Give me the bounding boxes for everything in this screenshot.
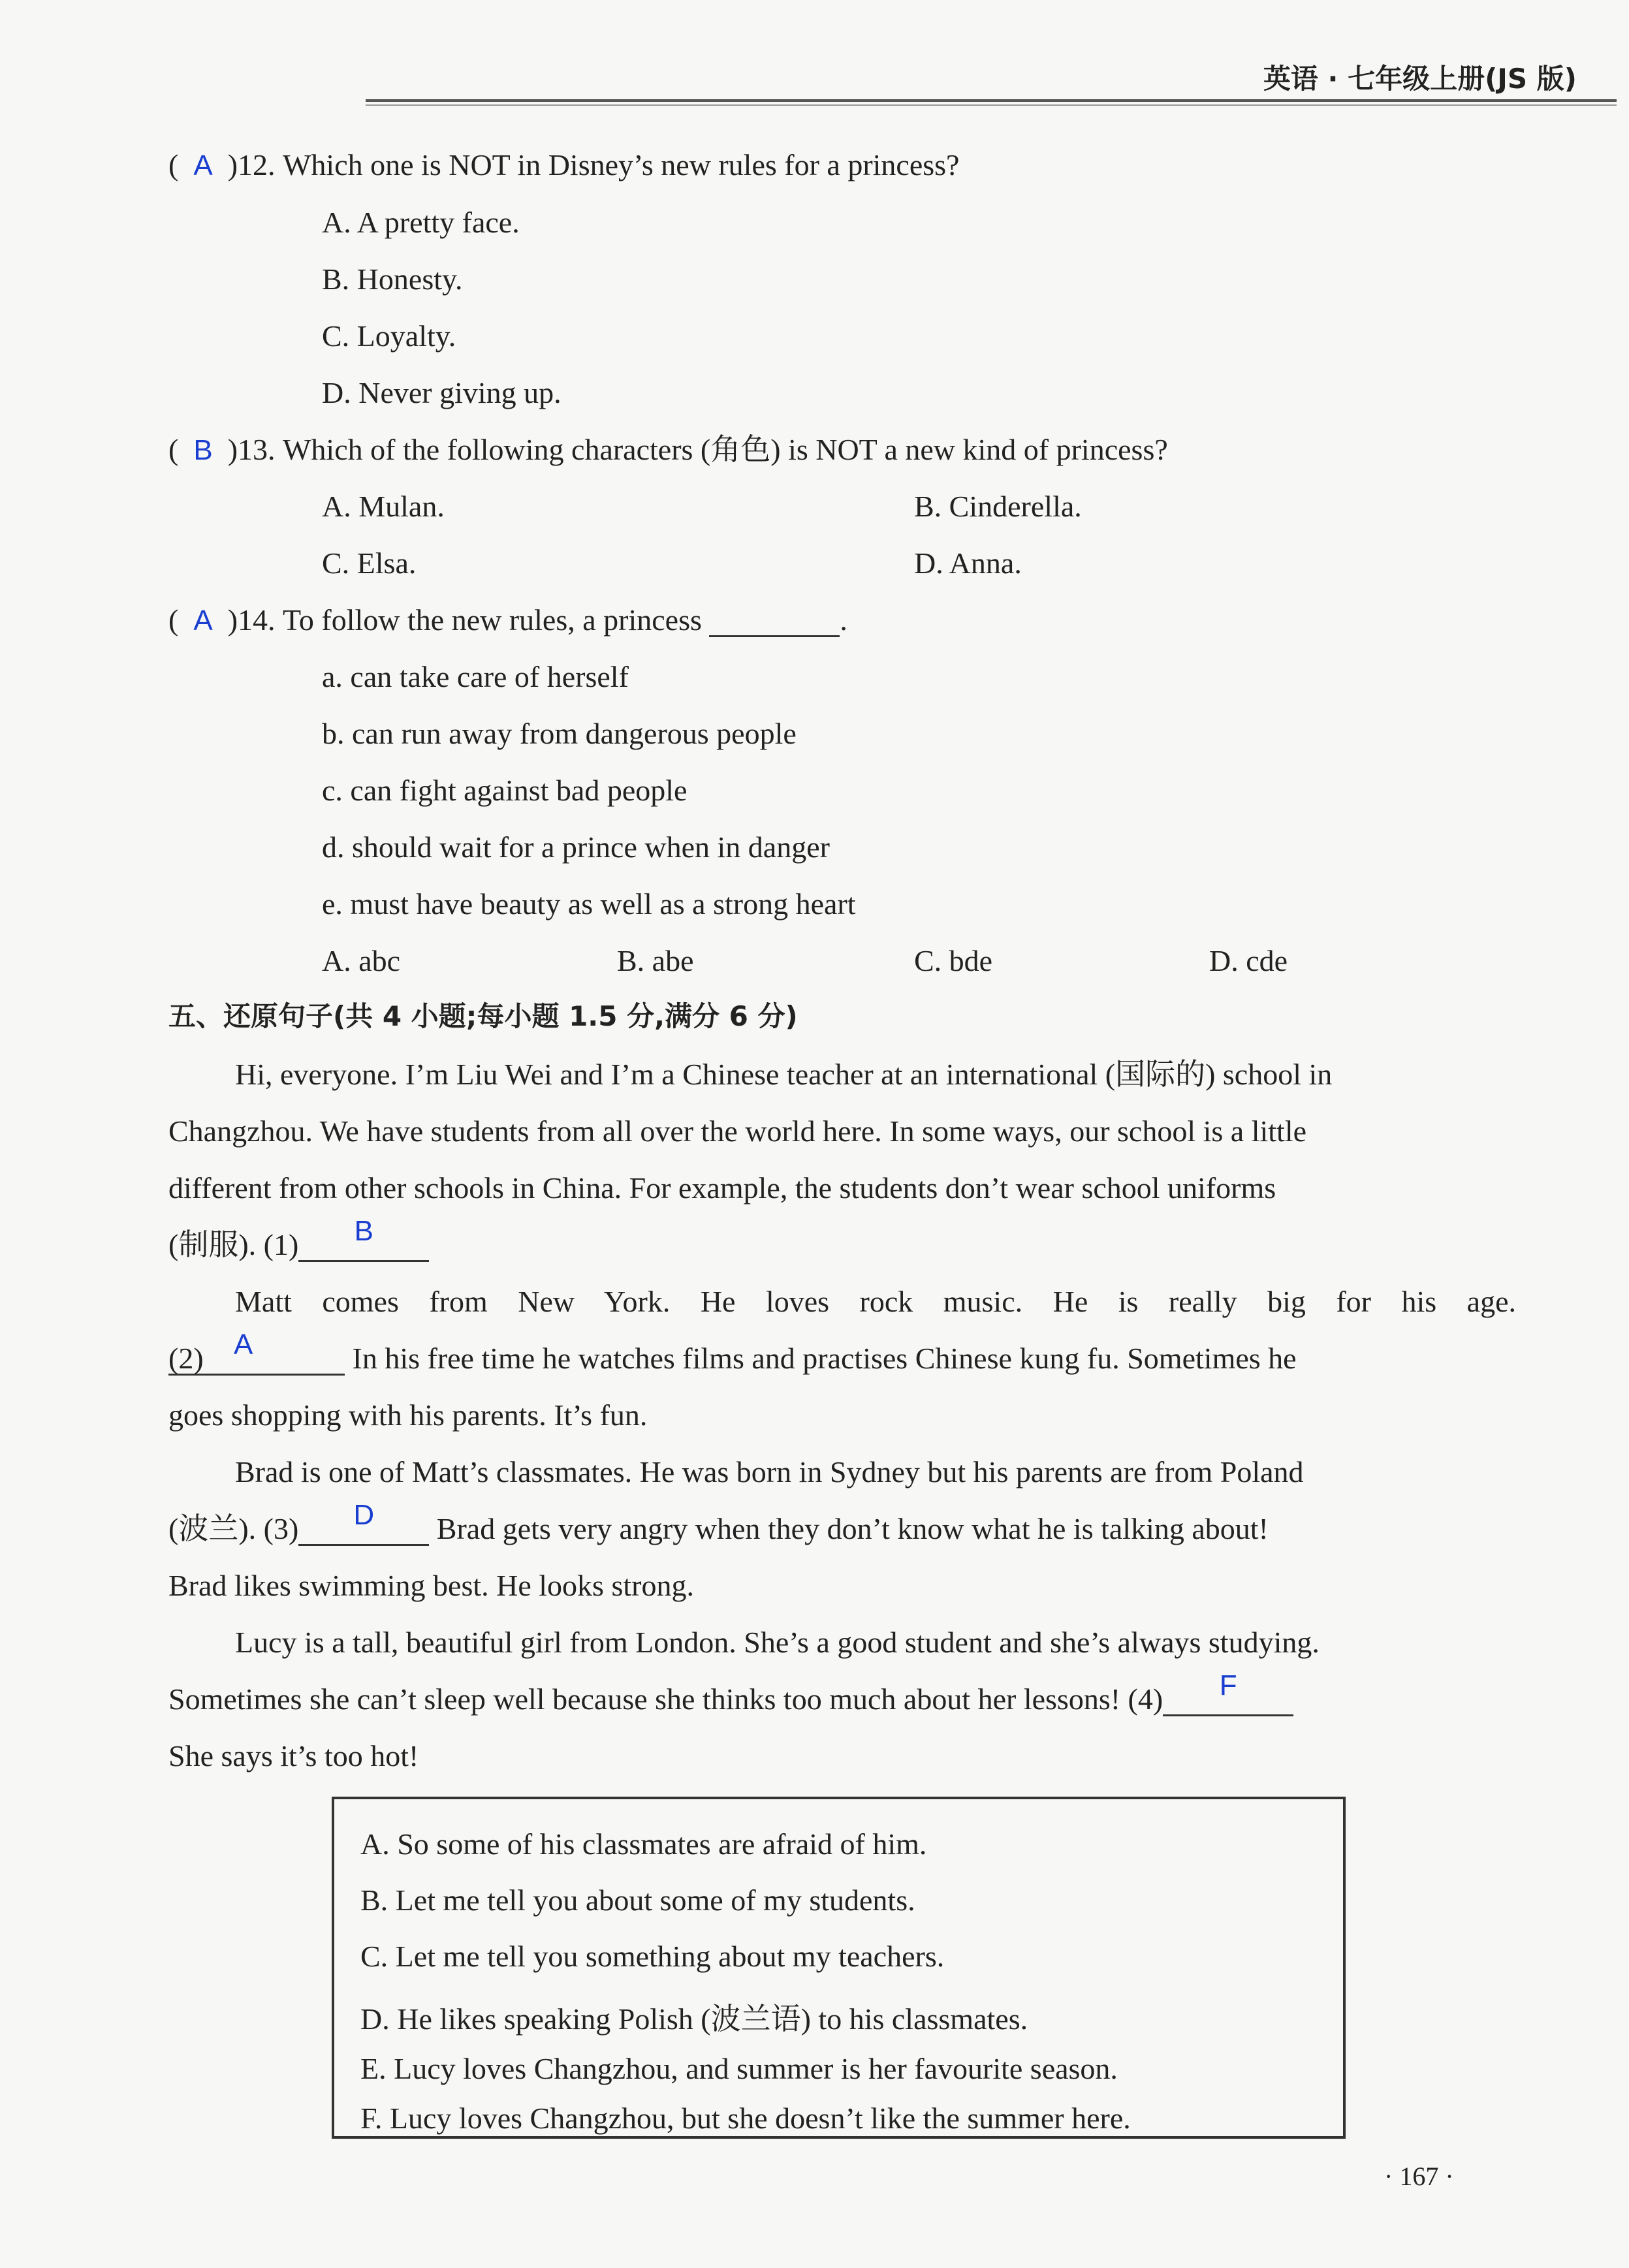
p1-line3: different from other schools in China. For example, the students don’t wear school uniforms — [168, 1171, 1276, 1205]
section-5-title: 五、还原句子(共 4 小题;每小题 1.5 分,满分 6 分) — [168, 1000, 798, 1032]
answer-14: A — [193, 605, 213, 637]
header-rule-thin — [366, 104, 1617, 106]
option-12-b: B. Honesty. — [322, 262, 463, 296]
option-14-a: A. abc — [322, 944, 401, 977]
option-12-d: D. Never giving up. — [322, 376, 561, 409]
option-13-b: B. Cinderella. — [914, 490, 1082, 523]
item-14-d: d. should wait for a prince when in danger — [322, 830, 830, 864]
choice-d: D. He likes speaking Polish (波兰语) to his classmates. — [360, 2002, 1028, 2036]
answer-2: A — [234, 1329, 253, 1361]
option-14-b: B. abe — [617, 944, 694, 977]
item-14-b: b. can run away from dangerous people — [322, 717, 797, 750]
choice-f: F. Lucy loves Changzhou, but she doesn’t like the summer here. — [360, 2102, 1131, 2135]
p3-line1: Brad is one of Matt’s classmates. He was born in Sydney but his parents are from Poland — [235, 1455, 1304, 1488]
answer-4: F — [1219, 1669, 1237, 1701]
option-13-a: A. Mulan. — [322, 490, 445, 523]
question-12-stem: ( A )12. Which one is NOT in Disney’s new rules for a princess? — [168, 148, 960, 181]
choice-e: E. Lucy loves Changzhou, and summer is her favourite season. — [360, 2052, 1118, 2085]
item-14-e: e. must have beauty as well as a strong heart — [322, 887, 856, 921]
choice-c: C. Let me tell you something about my teachers. — [360, 1940, 945, 1973]
option-13-c: C. Elsa. — [322, 546, 417, 580]
question-14-stem: ( A )14. To follow the new rules, a princess . — [168, 603, 847, 637]
p4-line3: She says it’s too hot! — [168, 1739, 419, 1772]
blank-3 — [298, 1499, 429, 1546]
answer-12: A — [193, 150, 213, 181]
p3-line2: (波兰). (3) D Brad gets very angry when they don’t know what he is talking about! — [168, 1499, 1269, 1545]
question-13-stem: ( B )13. Which of the following characters (角色) is NOT a new kind of princess? — [168, 433, 1168, 466]
option-12-c: C. Loyalty. — [322, 319, 456, 353]
page-number: · 167 · — [1384, 2162, 1454, 2191]
p4-line1: Lucy is a tall, beautiful girl from London. She’s a good student and she’s always studying. — [235, 1626, 1320, 1659]
p3-line3: Brad likes swimming best. He looks strong. — [168, 1569, 694, 1602]
p4-line2: Sometimes she can’t sleep well because she thinks too much about her lessons! (4) F — [168, 1684, 1293, 1716]
choice-a: A. So some of his classmates are afraid of him. — [360, 1827, 927, 1861]
p2-line1: Matt comes from New York. He loves rock music. He is really big for his age. — [235, 1285, 1516, 1318]
choice-b: B. Let me tell you about some of my students. — [360, 1883, 915, 1917]
option-13-d: D. Anna. — [914, 546, 1022, 580]
option-14-c: C. bde — [914, 944, 993, 977]
blank-14 — [709, 605, 840, 637]
p1-line4: (制服). (1) B — [168, 1230, 429, 1262]
page-header-title: 英语 · 七年级上册(JS 版) — [1263, 63, 1577, 95]
p1-line1: Hi, everyone. I’m Liu Wei and I’m a Chinese teacher at an international (国际的) school in — [235, 1058, 1333, 1091]
item-14-a: a. can take care of herself — [322, 660, 629, 693]
answer-13: B — [193, 434, 213, 466]
option-14-d: D. cde — [1209, 944, 1288, 977]
header-rule — [366, 99, 1617, 102]
item-14-c: c. can fight against bad people — [322, 774, 688, 807]
p2-line3: goes shopping with his parents. It’s fun. — [168, 1398, 648, 1432]
choices-box — [332, 1797, 1346, 2139]
blank-1 — [298, 1215, 429, 1262]
blank-4 — [1163, 1669, 1293, 1716]
option-12-a: A. A pretty face. — [322, 206, 520, 239]
answer-1: B — [354, 1215, 373, 1247]
p2-line2: (2) A In his free time he watches films and practises Chinese kung fu. Sometimes he — [168, 1329, 1297, 1375]
p1-line2: Changzhou. We have students from all over the world here. In some ways, our school is a little — [168, 1114, 1307, 1148]
answer-3: D — [353, 1499, 375, 1531]
blank-2: (2) A — [168, 1344, 345, 1376]
